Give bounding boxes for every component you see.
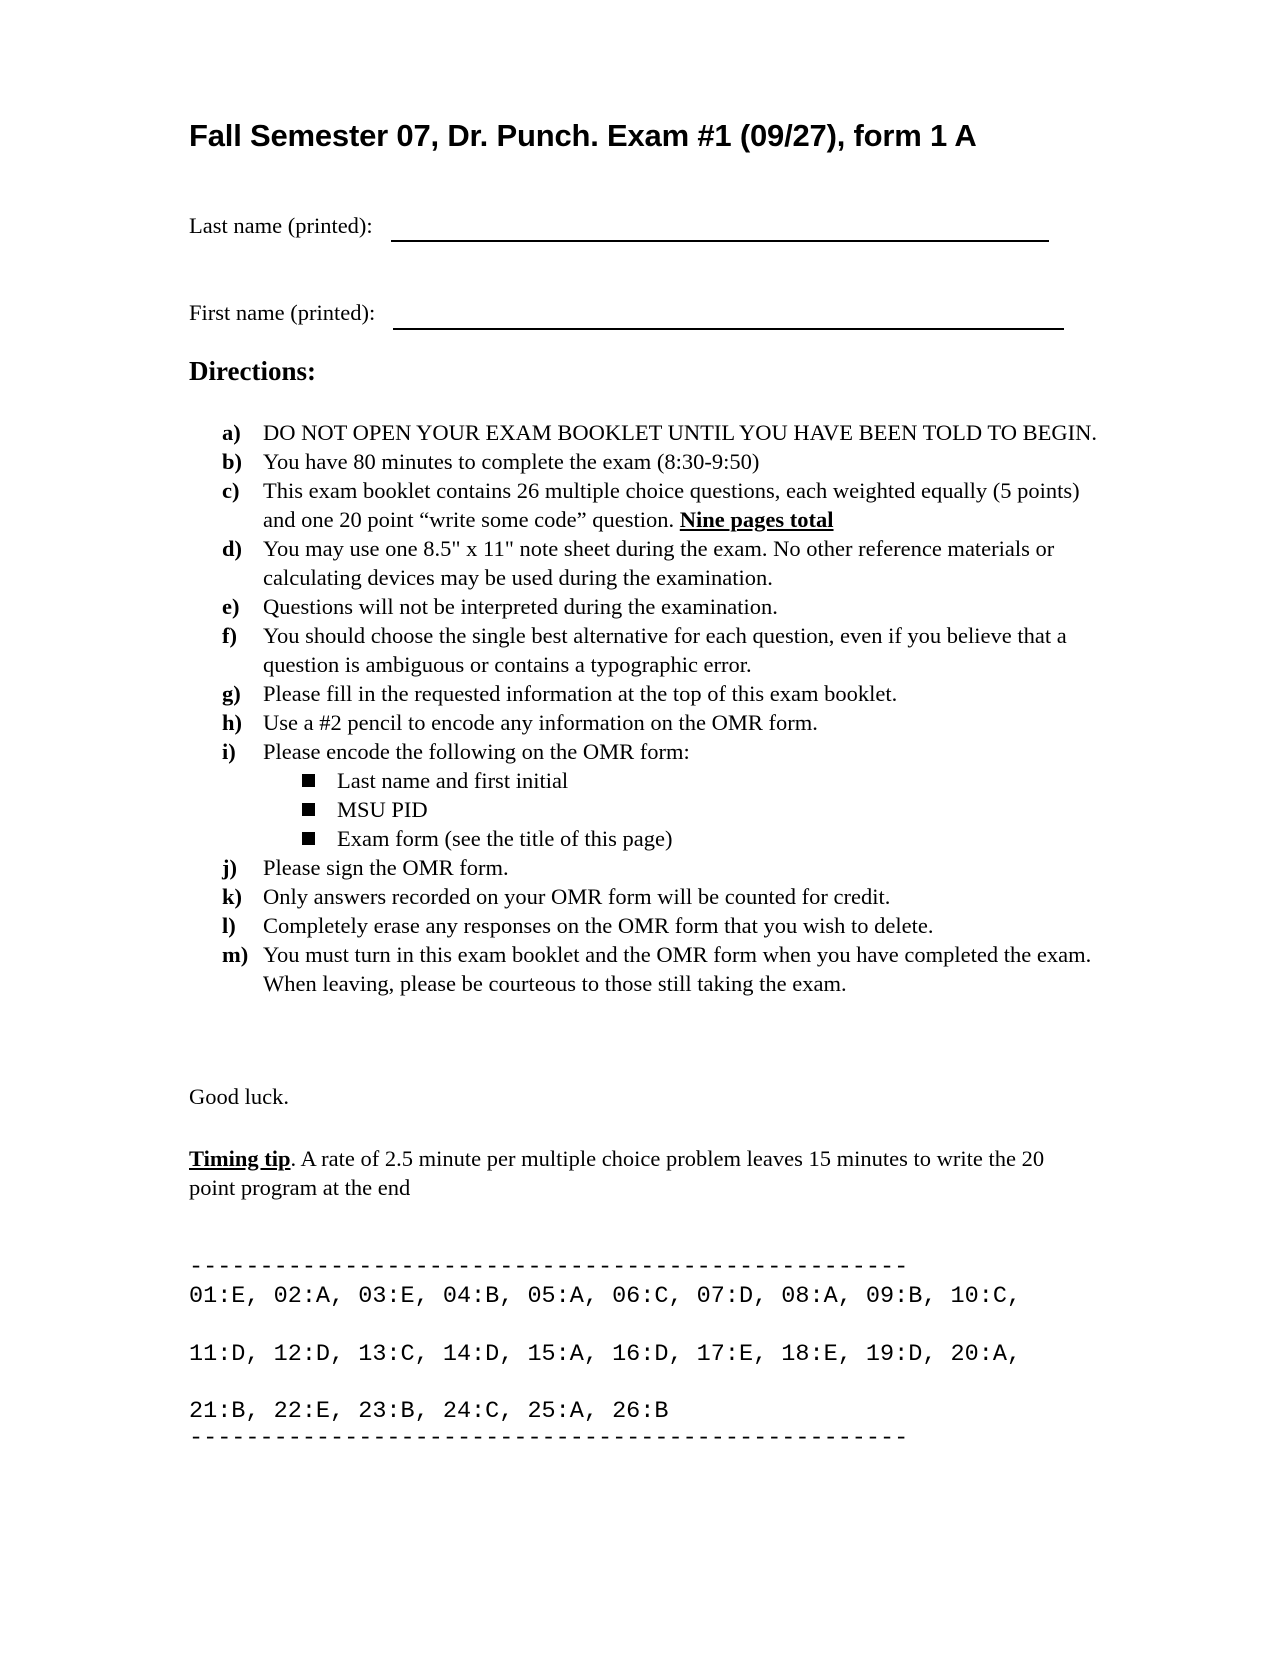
last-name-line <box>391 240 1049 242</box>
square-bullet-icon <box>302 774 315 787</box>
nine-pages-emphasis: Nine pages total <box>679 507 834 532</box>
direction-item-f <box>222 621 1102 679</box>
square-bullet-icon <box>302 803 315 816</box>
answer-key-row: 01:E, 02:A, 03:E, 04:B, 05:A, 06:C, 07:D, 08:A, 09:B, 10:C, <box>189 1283 1022 1310</box>
timing-tip <box>189 1144 1089 1202</box>
first-name-label: First name (printed): <box>189 300 376 325</box>
omr-bullet-item <box>222 766 1102 795</box>
direction-item-j <box>222 853 1102 882</box>
item-text: You should choose the single best alternative for each question, even if you believe that a question is ambiguous or contains a typographic error. <box>263 623 1067 677</box>
item-label: m) <box>222 942 249 967</box>
item-label: g) <box>222 681 241 706</box>
bullet-text: Exam form (see the title of this page) <box>337 826 673 851</box>
item-label: c) <box>222 478 240 503</box>
item-label: a) <box>222 420 241 445</box>
item-label: e) <box>222 594 240 619</box>
direction-item-a <box>222 418 1102 447</box>
item-label: d) <box>222 536 243 561</box>
directions-list <box>222 418 1102 998</box>
item-text: You must turn in this exam booklet and the OMR form when you have completed the exam. When leaving, please be courteous to those still taking the exam. <box>263 942 1092 996</box>
bullet-text: MSU PID <box>337 797 428 822</box>
page-title: Fall Semester 07, Dr. Punch. Exam #1 (09/27), form 1 A <box>189 118 977 153</box>
item-text: Only answers recorded on your OMR form will be counted for credit. <box>263 884 891 909</box>
omr-bullet-item <box>222 795 1102 824</box>
direction-item-m <box>222 940 1102 998</box>
item-text: Please sign the OMR form. <box>263 855 509 880</box>
direction-item-k <box>222 882 1102 911</box>
good-luck-text: Good luck. <box>189 1084 289 1109</box>
item-label: h) <box>222 710 243 735</box>
item-text: You may use one 8.5" x 11" note sheet during the exam. No other reference materials or calculating devices may be used during the examination. <box>263 536 1055 590</box>
item-text: This exam booklet contains 26 multiple choice questions, each weighted equally (5 points) and one 20 point “write some code” question. <box>263 478 1080 532</box>
item-text: Questions will not be interpreted during the examination. <box>263 594 778 619</box>
direction-item-c <box>222 476 1102 534</box>
item-text: Please fill in the requested information at the top of this exam booklet. <box>263 681 898 706</box>
directions-heading: Directions: <box>189 356 316 386</box>
direction-item-g <box>222 679 1102 708</box>
item-label: i) <box>222 739 236 764</box>
item-label: j) <box>222 855 237 880</box>
item-label: k) <box>222 884 243 909</box>
timing-tip-text: . A rate of 2.5 minute per multiple choice problem leaves 15 minutes to write the 20 point program at the end <box>189 1146 1045 1200</box>
item-text: DO NOT OPEN YOUR EXAM BOOKLET UNTIL YOU HAVE BEEN TOLD TO BEGIN. <box>263 420 1097 445</box>
omr-bullet-item <box>222 824 1102 853</box>
item-label: l) <box>222 913 236 938</box>
bullet-text: Last name and first initial <box>337 768 569 793</box>
square-bullet-icon <box>302 832 315 845</box>
answer-key-separator-top: --------------------------------------------------- <box>189 1254 909 1281</box>
answer-key-row: 11:D, 12:D, 13:C, 14:D, 15:A, 16:D, 17:E, 18:E, 19:D, 20:A, <box>189 1341 1022 1368</box>
item-label: b) <box>222 449 243 474</box>
direction-item-h <box>222 708 1102 737</box>
direction-item-e <box>222 592 1102 621</box>
item-text: Use a #2 pencil to encode any information on the OMR form. <box>263 710 818 735</box>
first-name-line <box>393 328 1064 330</box>
answer-key-row: 21:B, 22:E, 23:B, 24:C, 25:A, 26:B <box>189 1398 669 1425</box>
direction-item-b <box>222 447 1102 476</box>
item-text: Please encode the following on the OMR form: <box>263 739 690 764</box>
item-text: Completely erase any responses on the OMR form that you wish to delete. <box>263 913 934 938</box>
direction-item-d <box>222 534 1102 592</box>
answer-key-separator-bottom: --------------------------------------------------- <box>189 1425 909 1452</box>
last-name-label: Last name (printed): <box>189 213 373 238</box>
item-text-wrap <box>263 476 1102 534</box>
timing-tip-label: Timing tip <box>189 1146 291 1171</box>
direction-item-l <box>222 911 1102 940</box>
direction-item-i <box>222 737 1102 766</box>
item-text: You have 80 minutes to complete the exam (8:30-9:50) <box>263 449 760 474</box>
item-label: f) <box>222 623 237 648</box>
